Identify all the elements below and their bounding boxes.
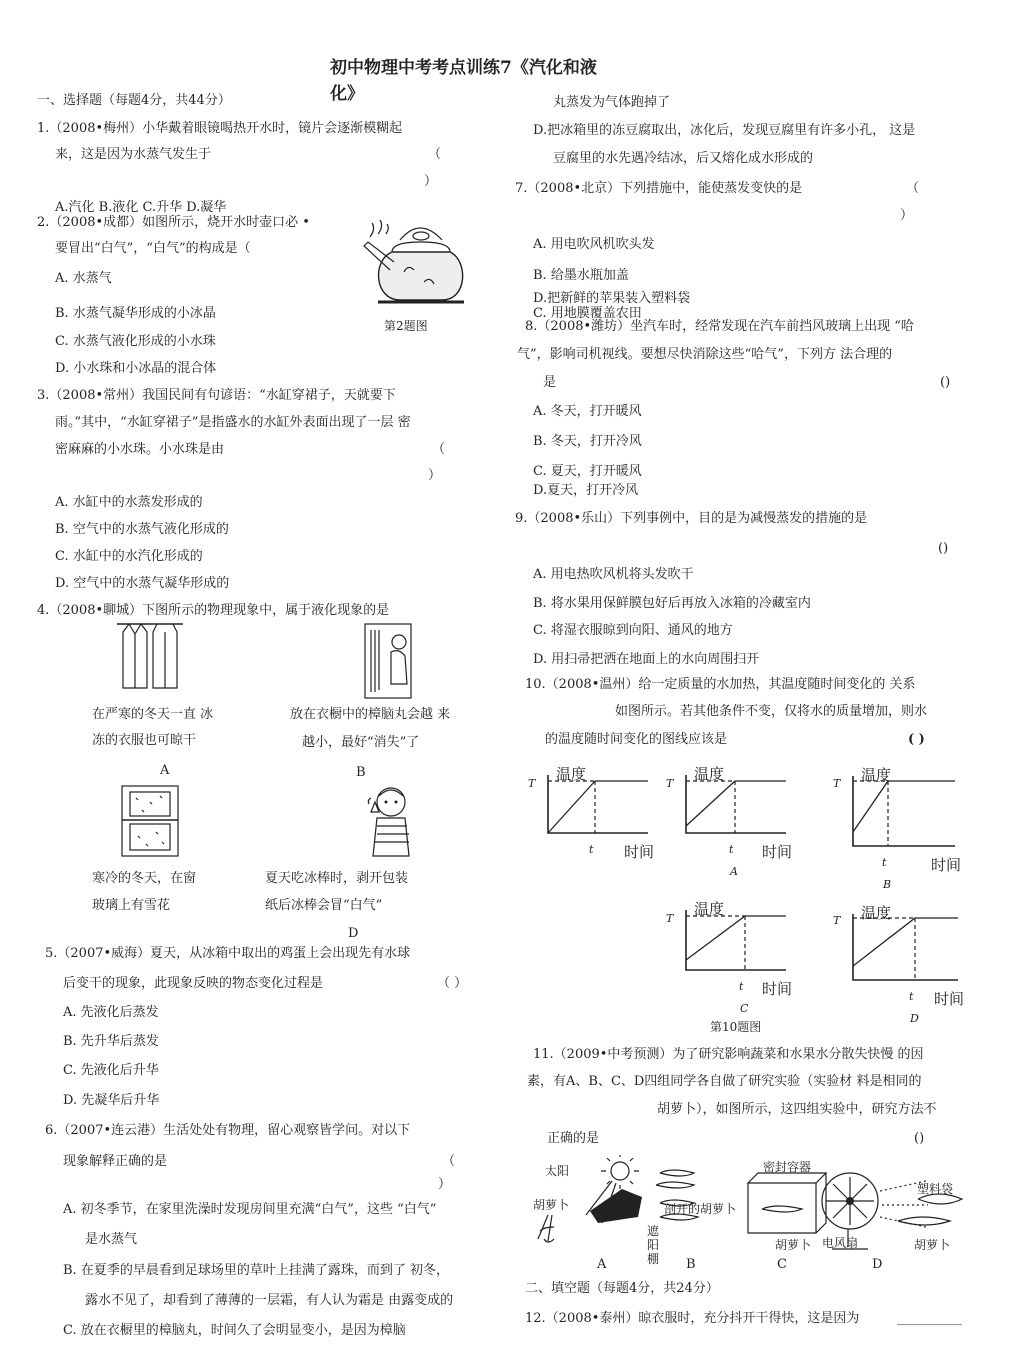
q1-paren-open: （ bbox=[428, 147, 442, 162]
graph-0-xlabel: 时间 bbox=[624, 843, 655, 861]
q8-line2: 气”，影响司机视线。要想尽快消除这些“哈气”，下列方 法合理的 bbox=[517, 347, 893, 362]
page-title: 初中物理中考考点训练7《汽化和液 bbox=[330, 58, 597, 78]
q6-option-d1: D.把冰箱里的冻豆腐取出，冰化后，发现豆腐里有许多小孔， 这是 bbox=[533, 123, 916, 138]
graph-0-axes bbox=[548, 775, 648, 833]
q3-option-a: A. 水缸中的水蒸发形成的 bbox=[55, 495, 203, 510]
q6-option-c2: 丸蒸发为气体跑掉了 bbox=[553, 95, 671, 110]
q5-option-b: B. 先升华后蒸发 bbox=[63, 1034, 159, 1049]
q6-option-a1: A. 初冬季节，在家里洗澡时发现房间里充满“白气”，这些 “白气” bbox=[63, 1202, 437, 1217]
q7-paren-close: ） bbox=[900, 208, 914, 223]
graph-4-rise-line bbox=[853, 918, 915, 966]
q7-option-c: D.把新鲜的苹果装入塑料袋 bbox=[533, 291, 691, 306]
q4-b-text2: 越小，最好“消失”了 bbox=[302, 735, 420, 750]
q8-paren: () bbox=[940, 375, 951, 390]
q11-cut-carrot-label: 剖开的胡萝卜 bbox=[664, 1202, 737, 1216]
q6-option-d2: 豆腐里的水先遇冷结冰，后又熔化成水形成的 bbox=[553, 151, 814, 166]
q11-label-b: B bbox=[686, 1257, 696, 1272]
graph-2-x1-label: t bbox=[882, 856, 887, 869]
q11-sealed-container-label: 密封容器 bbox=[763, 1160, 812, 1174]
q7-line1: 7.（2008•北京）下列措施中，能使蒸发变快的是 bbox=[515, 181, 803, 196]
graph-4-axes bbox=[853, 914, 958, 980]
q11-paren: () bbox=[914, 1131, 925, 1146]
q4-a-label: A bbox=[160, 763, 170, 778]
q11-label-c: C bbox=[777, 1257, 787, 1272]
section-choice-heading: 一、选择题（每题4分，共44分） bbox=[37, 93, 231, 108]
graph-1-rise-line bbox=[686, 781, 735, 826]
q6-paren-open: （ bbox=[442, 1154, 456, 1169]
graph-0-x1-label: t bbox=[589, 843, 594, 856]
q1-line2: 来，这是因为水蒸气发生于 bbox=[55, 147, 212, 162]
q10-figure-caption: 第10题图 bbox=[710, 1020, 762, 1034]
q8-line1: 8.（2008•潍坊）坐汽车时，经常发现在汽车前挡风玻璃上出现 “哈 bbox=[525, 319, 914, 334]
q7-option-b: B. 给墨水瓶加盖 bbox=[533, 268, 629, 283]
graph-2-xlabel: 时间 bbox=[931, 856, 962, 874]
q11-shade-label-3: 棚 bbox=[647, 1252, 660, 1266]
q11-sun-label: 太阳 bbox=[545, 1164, 570, 1178]
q4-a-text1: 在严寒的冬天一直 冰 bbox=[92, 707, 214, 722]
q6-option-b2: 露水不见了，却看到了薄薄的一层霜，有人认为霜是 由露变成的 bbox=[85, 1293, 454, 1308]
q11-shade-label-2: 阳 bbox=[647, 1238, 660, 1252]
q9-option-b: B. 将水果用保鲜膜包好后再放入冰箱的冷藏室内 bbox=[533, 596, 811, 611]
graph-0-rise-line bbox=[548, 781, 595, 833]
q11-carrot-label-a: 胡萝卜 bbox=[533, 1198, 570, 1212]
q4-d-text1: 夏天吃冰棒时，剥开包装 bbox=[265, 871, 409, 886]
graph-1-ylabel: 温度 bbox=[694, 765, 725, 783]
q9-option-a: A. 用电热吹风机将头发吹干 bbox=[533, 567, 694, 582]
graph-2-t1-label: T bbox=[833, 777, 841, 790]
graph-0-t1-label: T bbox=[528, 777, 536, 790]
graph-3-x1-label: t bbox=[739, 980, 744, 993]
q7-option-a: A. 用电吹风机吹头发 bbox=[533, 237, 655, 252]
q11-line4: 正确的是 bbox=[547, 1131, 600, 1146]
graph-4-xlabel: 时间 bbox=[934, 990, 965, 1008]
q2-line2: 要冒出“白气”，“白气”的构成是（ bbox=[55, 241, 251, 256]
q4-a-text2: 冻的衣服也可晾干 bbox=[92, 733, 197, 748]
q5-line1: 5.（2007•威海）夏天，从冰箱中取出的鸡蛋上会出现先有水球 bbox=[45, 946, 411, 961]
q11-line3: 胡萝卜），如图所示，这四组实验中，研究方法不 bbox=[657, 1102, 937, 1117]
q4-d-label: D bbox=[348, 926, 359, 941]
q3-paren-close: ） bbox=[428, 468, 442, 483]
graph-2-rise-line bbox=[853, 781, 888, 832]
q3-line1: 3.（2008•常州）我国民间有句谚语：“水缸穿裙子，天就要下 bbox=[37, 388, 396, 403]
q11-label-a: A bbox=[597, 1257, 607, 1272]
q12-line1: 12.（2008•泰州）晾衣服时，充分抖开干得快，这是因为 bbox=[525, 1311, 860, 1326]
graph-3-rise-line bbox=[686, 916, 745, 960]
graph-3-ylabel: 温度 bbox=[694, 900, 725, 918]
q6-option-a2: 是水蒸气 bbox=[85, 1232, 138, 1247]
q7-option-d: C. 用地膜覆盖农田 bbox=[533, 306, 642, 321]
q5-paren: （ ） bbox=[437, 976, 468, 991]
q1-options: A.汽化 B.液化 C.升华 D.凝华 bbox=[55, 200, 227, 215]
graph-2-ylabel: 温度 bbox=[861, 766, 892, 784]
q3-option-d: D. 空气中的水蒸气凝华形成的 bbox=[55, 576, 230, 591]
q6-paren-close: ） bbox=[438, 1177, 452, 1192]
q6-option-c1: C. 放在衣橱里的樟脑丸，时间久了会明显变小，是因为樟脑 bbox=[63, 1323, 406, 1338]
q10-line3: 的温度随时间变化的图线应该是 bbox=[545, 732, 728, 747]
q9-paren: () bbox=[938, 541, 949, 556]
graph-3-xlabel: 时间 bbox=[762, 980, 793, 998]
section-fill-heading: 二、填空题（每题4分，共24分） bbox=[525, 1281, 719, 1296]
q11-line2: 素，有A、B、C、D四组同学各自做了研究实验（实验材 料是相同的 bbox=[527, 1074, 922, 1089]
q2-figure-caption: 第2题图 bbox=[384, 319, 428, 333]
q8-option-c: C. 夏天，打开暖风 bbox=[533, 464, 642, 479]
q10-line1: 10.（2008•温州）给一定质量的水加热，其温度随时间变化的 关系 bbox=[525, 677, 916, 692]
q11-carrot-label-c: 胡萝卜 bbox=[775, 1238, 812, 1252]
q9-option-c: C. 将湿衣服晾到向阳、通风的地方 bbox=[533, 623, 733, 638]
q3-line3: 密麻麻的小水珠。小水珠是由 bbox=[55, 442, 225, 457]
q4-c-text2: 玻璃上有雪花 bbox=[92, 898, 171, 913]
q4-b-label: B bbox=[356, 765, 366, 780]
q2-option-c: C. 水蒸气液化形成的小水珠 bbox=[55, 334, 216, 349]
graph-1-xlabel: 时间 bbox=[762, 843, 793, 861]
q5-line2: 后变干的现象，此现象反映的物态变化过程是 bbox=[63, 976, 324, 991]
q2-option-d: D. 小水珠和小冰晶的混合体 bbox=[55, 361, 217, 376]
q5-option-c: C. 先液化后升华 bbox=[63, 1063, 159, 1078]
graph-1-axes bbox=[686, 775, 786, 833]
q4-c-text1: 寒冷的冬天，在窗 bbox=[92, 871, 197, 886]
graph-1-option-label: A bbox=[730, 865, 738, 878]
graph-3-t1-label: T bbox=[666, 912, 674, 925]
q11-fan-label: 电风扇 bbox=[822, 1236, 859, 1250]
q11-carrot-label-d: 胡萝卜 bbox=[914, 1238, 951, 1252]
q4-b-text1: 放在衣橱中的樟脑丸会越 来 bbox=[290, 707, 451, 722]
graph-1-x1-label: t bbox=[729, 843, 734, 856]
q9-line1: 9.（2008•乐山）下列事例中，目的是为减慢蒸发的措施的是 bbox=[515, 511, 868, 526]
graph-3-option-label: C bbox=[740, 1002, 749, 1015]
graph-4-x1-label: t bbox=[909, 990, 914, 1003]
q3-option-c: C. 水缸中的水汽化形成的 bbox=[55, 549, 203, 564]
q11-line1: 11.（2009•中考预测）为了研究影响蔬菜和水果水分散失快慢 的因 bbox=[533, 1047, 924, 1062]
q8-option-b: B. 冬天，打开冷风 bbox=[533, 434, 642, 449]
graph-1-t1-label: T bbox=[666, 777, 674, 790]
q11-bag-label: 塑料袋 bbox=[917, 1182, 954, 1196]
q2-line1: 2.（2008•成都）如图所示，烧开水时壶口必 • bbox=[37, 215, 310, 230]
q12-blank: __________ bbox=[897, 1311, 962, 1326]
q8-line3: 是 bbox=[543, 375, 557, 390]
q9-option-d: D. 用扫帚把洒在地面上的水向周围扫开 bbox=[533, 652, 760, 667]
q11-label-d: D bbox=[872, 1257, 883, 1272]
q4-line1: 4.（2008•聊城）下图所示的物理现象中，属于液化现象的是 bbox=[37, 603, 390, 618]
q4-d-text2: 纸后冰棒会冒“白气” bbox=[265, 898, 383, 913]
graph-4-option-label: D bbox=[910, 1012, 919, 1025]
graph-4-ylabel: 温度 bbox=[861, 904, 892, 922]
q8-option-d: D.夏天，打开冷风 bbox=[533, 483, 639, 498]
q6-option-b1: B. 在夏季的早晨看到足球场里的草叶上挂满了露珠，而到了 初冬， bbox=[63, 1263, 449, 1278]
q6-line2: 现象解释正确的是 bbox=[63, 1154, 168, 1169]
q1-line1: 1.（2008•梅州）小华戴着眼镜喝热开水时，镜片会逐渐模糊起 bbox=[37, 121, 403, 136]
q6-line1: 6.（2007•连云港）生活处处有物理，留心观察皆学问。对以下 bbox=[45, 1123, 411, 1138]
page-title-line2: 化》 bbox=[330, 84, 364, 104]
q10-paren: ( ) bbox=[908, 732, 925, 747]
q3-paren-open: （ bbox=[432, 442, 446, 457]
q11-experiment-illustration bbox=[530, 1155, 970, 1275]
q7-paren-open: （ bbox=[906, 181, 920, 196]
graph-3-axes bbox=[686, 910, 786, 970]
q8-option-a: A. 冬天，打开暖风 bbox=[533, 404, 642, 419]
q3-line2: 雨。”其中，“水缸穿裙子”是指盛水的水缸外表面出现了一层 密 bbox=[55, 415, 411, 430]
q3-option-b: B. 空气中的水蒸气液化形成的 bbox=[55, 522, 229, 537]
q10-line2: 如图所示。若其他条件不变，仅将水的质量增加，则水 bbox=[615, 704, 928, 719]
q2-option-b: B. 水蒸气凝华形成的小冰晶 bbox=[55, 306, 216, 321]
q1-paren-close: ） bbox=[424, 174, 438, 189]
graph-2-axes bbox=[853, 776, 955, 846]
q2-option-a: A. 水蒸气 bbox=[55, 271, 112, 286]
graph-0-ylabel: 温度 bbox=[556, 765, 587, 783]
q11-shade-label-1: 遮 bbox=[647, 1224, 660, 1238]
q5-option-a: A. 先液化后蒸发 bbox=[63, 1005, 159, 1020]
q5-option-d: D. 先凝华后升华 bbox=[63, 1093, 160, 1108]
graph-2-option-label: B bbox=[883, 878, 892, 891]
graph-4-t1-label: T bbox=[833, 914, 841, 927]
